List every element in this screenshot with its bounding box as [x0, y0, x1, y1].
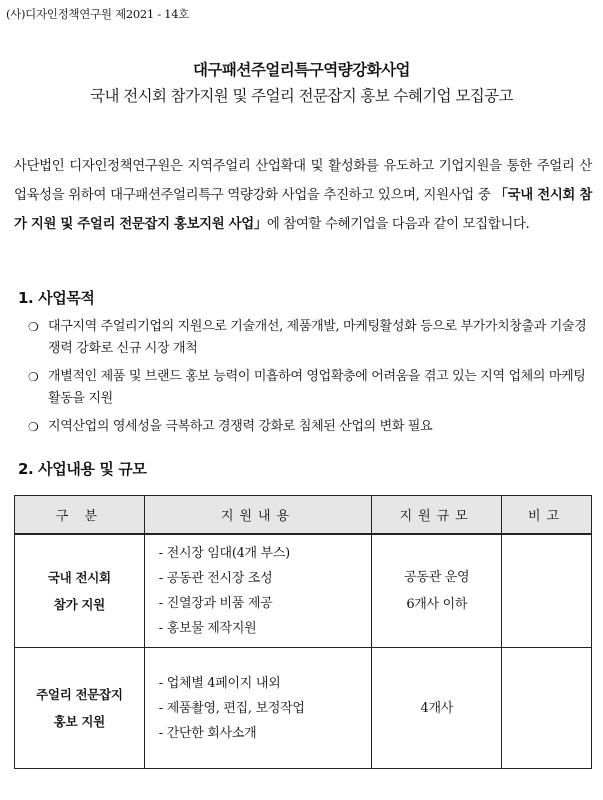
content-item: - 업체별 4페이지 내외 [158, 675, 281, 691]
intro-program-name: 「국내 전시회 참가 지원 및 주얼리 전문잡지 홍보지원 사업」 [14, 187, 592, 232]
row-content [144, 648, 372, 769]
scale-line: 공동관 운영 [404, 570, 470, 585]
row-note [502, 534, 592, 648]
category-line: 주얼리 전문잡지 [36, 687, 123, 702]
circle-bullet-icon: ❍ [28, 370, 39, 384]
category-line: 참가 지원 [53, 597, 105, 612]
header-category: 구 분 [15, 496, 145, 535]
document-title: 대구패션주얼리특구역량강화사업 [192, 61, 411, 79]
row-scale [372, 534, 502, 648]
purpose-list [28, 316, 588, 444]
intro-text-1: 사단법인 디자인정책연구원은 지역주얼리 산업확대 및 활성화를 유도하고 기업지원을 통한 주얼리 산업육성을 위하여 대구패션주얼리특구 역량강화 사업을 추진하고 있으며, 지원사업 중 [14, 159, 592, 203]
header-content: 지원내용 [144, 496, 372, 535]
category-line: 국내 전시회 [47, 570, 111, 585]
section-heading-purpose: 1. 사업목적 [18, 289, 95, 307]
content-item: - 진열장과 비품 제공 [158, 596, 273, 611]
support-table [14, 495, 592, 769]
row-note [502, 648, 592, 769]
list-item-text: 개별적인 제품 및 브랜드 홍보 능력이 미흡하여 영업확충에 어려움을 겪고 있는 지역 업체의 마케팅 활동을 지원 [48, 369, 586, 406]
section-heading-content: 2. 사업내용 및 규모 [18, 460, 147, 478]
list-item [28, 416, 588, 438]
row-scale [372, 648, 502, 769]
intro-paragraph [14, 152, 592, 239]
content-item: - 제품촬영, 편집, 보정작업 [158, 700, 305, 716]
table-row [15, 648, 592, 769]
circle-bullet-icon: ❍ [28, 320, 39, 334]
document-subtitle: 국내 전시회 참가지원 및 주얼리 전문잡지 홍보 수혜기업 모집공고 [90, 87, 513, 105]
list-item [28, 366, 588, 410]
category-line: 홍보 지원 [53, 714, 105, 729]
content-item: - 공동관 전시장 조성 [158, 571, 273, 586]
header-note: 비고 [502, 496, 592, 535]
list-item-text: 지역산업의 영세성을 극복하고 경쟁력 강화로 침체된 산업의 변화 필요 [48, 419, 433, 434]
table-row [15, 534, 592, 648]
document-number: (사)디자인정책연구원 제2021 - 14호 [6, 7, 190, 21]
list-item-text: 대구지역 주얼리기업의 지원으로 기술개선, 제품개발, 마케팅활성화 등으로 부가가치창출과 기술경쟁력 강화로 신규 시장 개척 [48, 319, 587, 356]
row-category [15, 648, 145, 769]
scale-line: 6개사 이하 [406, 597, 468, 612]
header-scale: 지원규모 [372, 496, 502, 535]
row-content [144, 534, 372, 648]
intro-text-2: 에 참여할 수혜기업을 다음과 같이 모집합니다. [266, 217, 530, 232]
table-header-row [15, 496, 592, 535]
circle-bullet-icon: ❍ [28, 420, 39, 434]
content-item: - 전시장 임대(4개 부스) [158, 546, 290, 561]
content-item: - 홍보물 제작지원 [158, 621, 257, 636]
content-item: - 간단한 회사소개 [158, 725, 257, 741]
scale-line: 4개사 [420, 700, 453, 716]
row-category [15, 534, 145, 648]
list-item [28, 316, 588, 360]
